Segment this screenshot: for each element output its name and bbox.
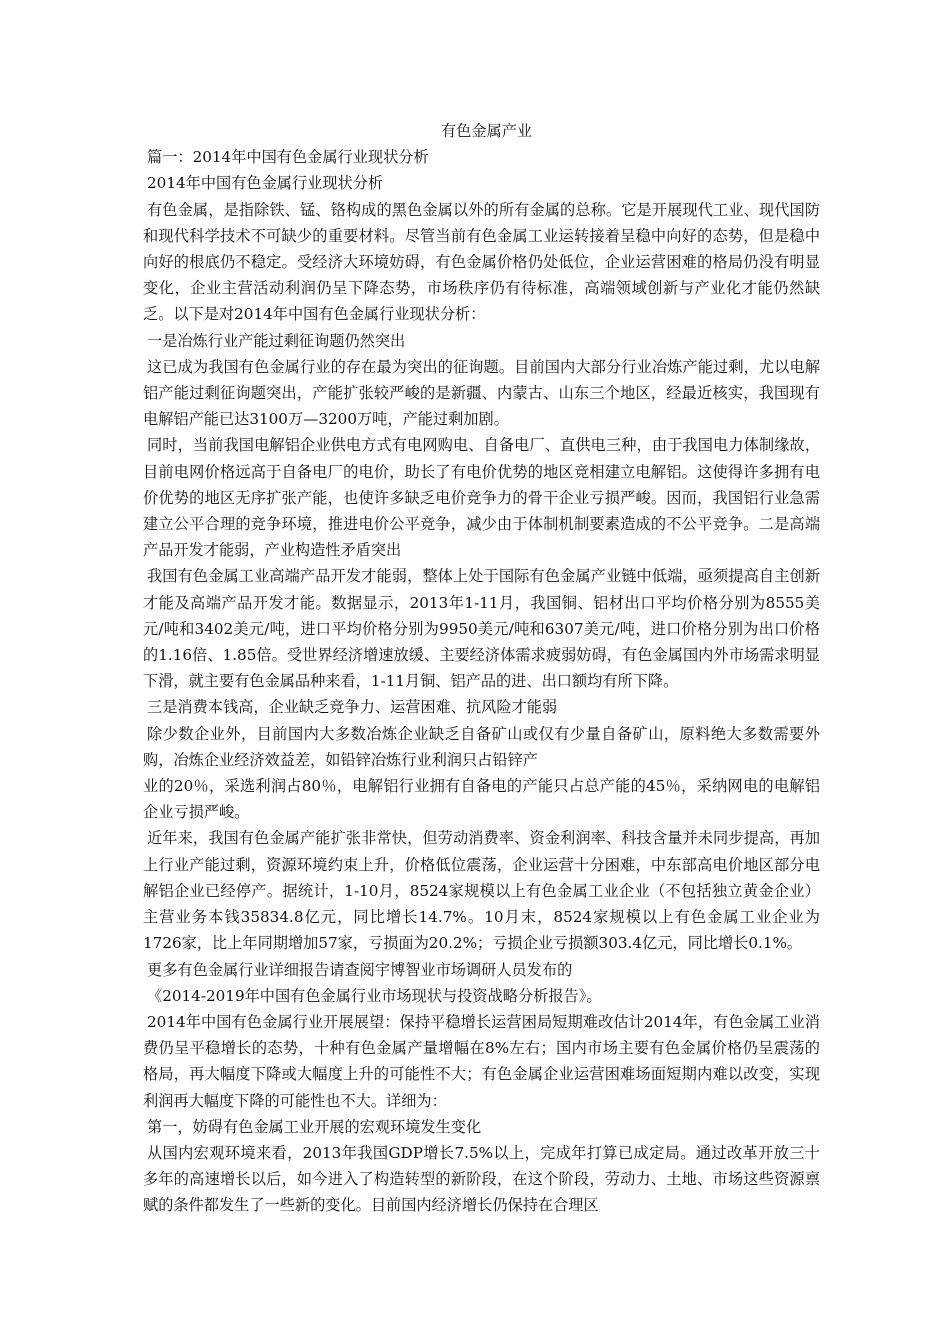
- paragraph-macro-environment: 从国内宏观环境来看，2013年我国GDP增长7.5%以上，完成年打算已成定局。通过改革开放三十多年的高速增长以后，如今进入了构造转型的新阶段，在这个阶段，劳动力、土地、市场这些资源禀赋的条件都发生了一些新的变化。目前国内经济增长仍保持在合理区: [143, 1143, 820, 1215]
- paragraph-statistics: 近年来，我国有色金属产能扩张非常快，但劳动消费率、资金利润率、科技含量并未同步提高，再加上行业产能过剩，资源环境约束上升，价格低位震荡，企业运营十分困难，中东部高电价地区部分电解铝企业已经停产。据统计，1-10月，8524家规模以上有色金属工业企业（不包括独立黄金企业）主营业务本钱35834.8亿元，同比增长14.7%。10月末，8524家规模以上有色金属工业企业为1726家，比上年同期增加57家，亏损面为20.2%；亏损企业亏损额303.4亿元，同比增长0.1%。: [143, 829, 820, 953]
- paragraph-overcapacity: 这已成为我国有色金属行业的存在最为突出的征询题。目前国内大部分行业冶炼产能过剩，尤以电解铝产能过剩征询题突出，产能扩张较严峻的是新疆、内蒙古、山东三个地区，经最近核实，我国现有电解铝产能已达3100万—3200万吨，产能过剩加剧。: [143, 357, 820, 429]
- section-heading-1: 篇一：2014年中国有色金属行业现状分析: [147, 148, 429, 167]
- paragraph-more-reports: 更多有色金属行业详细报告请查阅宇博智业市场调研人员发布的: [147, 960, 573, 979]
- paragraph-raw-materials: 除少数企业外，目前国内大多数冶炼企业缺乏自备矿山或仅有少量自备矿山，原料绝大多数需要外购，冶炼企业经济效益差，如铅锌冶炼行业利润只占铅锌产: [143, 724, 820, 769]
- subheading-first: 第一，妨碍有色金属工业开展的宏观环境发生变化: [147, 1117, 482, 1136]
- paragraph-raw-materials-cont: 业的20％，采选利润占80％，电解铝行业拥有自备电的产能只占总产能的45％，采纳网电的电解铝企业亏损严峻。: [143, 777, 820, 822]
- report-title: 《2014-2019年中国有色金属行业市场现状与投资战略分析报告》。: [147, 986, 602, 1005]
- subheading-1: 一是冶炼行业产能过剩征询题仍然突出: [147, 331, 406, 350]
- paragraph-high-end-products: 我国有色金属工业高端产品开发才能弱，整体上处于国际有色金属产业链中低端，亟须提高自主创新才能及高端产品开发才能。数据显示，2013年1-11月，我国铜、铝材出口平均价格分别为8555美元/吨和3402美元/吨，进口平均价格分别为9950美元/吨和6307美元/吨，进口价格分别为出口价格的1.16倍、1.85倍。受世界经济增速放缓、主要经济体需求疲弱妨碍，有色金属国内外市场需求明显下滑，就主要有色金属品种来看，1-11月铜、铝产品的进、出口额均有所下降。: [143, 567, 820, 691]
- document-title: 有色金属产业: [440, 122, 533, 140]
- paragraph-power-supply: 同时，当前我国电解铝企业供电方式有电网购电、自备电厂、直供电三种，由于我国电力体制缘故，目前电网价格远高于自备电厂的电价，助长了有电价优势的地区竞相建立电解铝。这使得许多拥有电价优势的地区无序扩张产能，也使许多缺乏电价竞争力的骨干企业亏损严峻。因而，我国铝行业急需建立公平合理的竞争环境，推进电价公平竞争，减少由于体制机制要素造成的不公平竞争。二是高端产品开发才能弱，产业构造性矛盾突出: [143, 436, 820, 560]
- paragraph-outlook: 2014年中国有色金属行业开展展望：保持平稳增长运营困局短期难改估计2014年，有色金属工业消费仍呈平稳增长的态势，十种有色金属产量增幅在8%左右；国内市场主要有色金属价格仍呈震荡的格局，再大幅度下降或大幅度上升的可能性不大；有色金属企业运营困难场面短期内难以改变，实现利润再大幅度下降的可能性也不大。详细为：: [143, 1012, 820, 1110]
- article-title: 2014年中国有色金属行业现状分析: [147, 174, 384, 193]
- paragraph-intro: 有色金属，是指除铁、锰、铬构成的黑色金属以外的所有金属的总称。它是开展现代工业、现代国防和现代科学技术不可缺少的重要材料。尽管当前有色金属工业运转接着呈稳中向好的态势，但是稳中向好的根底仍不稳定。受经济大环境妨碍，有色金属价格仍处低位，企业运营困难的格局仍没有明显变化，企业主营活动利润仍呈下降态势，市场秩序仍有待标准，高端领域创新与产业化才能仍然缺乏。以下是对2014年中国有色金属行业现状分析：: [143, 200, 820, 324]
- subheading-3: 三是消费本钱高，企业缺乏竞争力、运营困难、抗风险才能弱: [147, 698, 558, 717]
